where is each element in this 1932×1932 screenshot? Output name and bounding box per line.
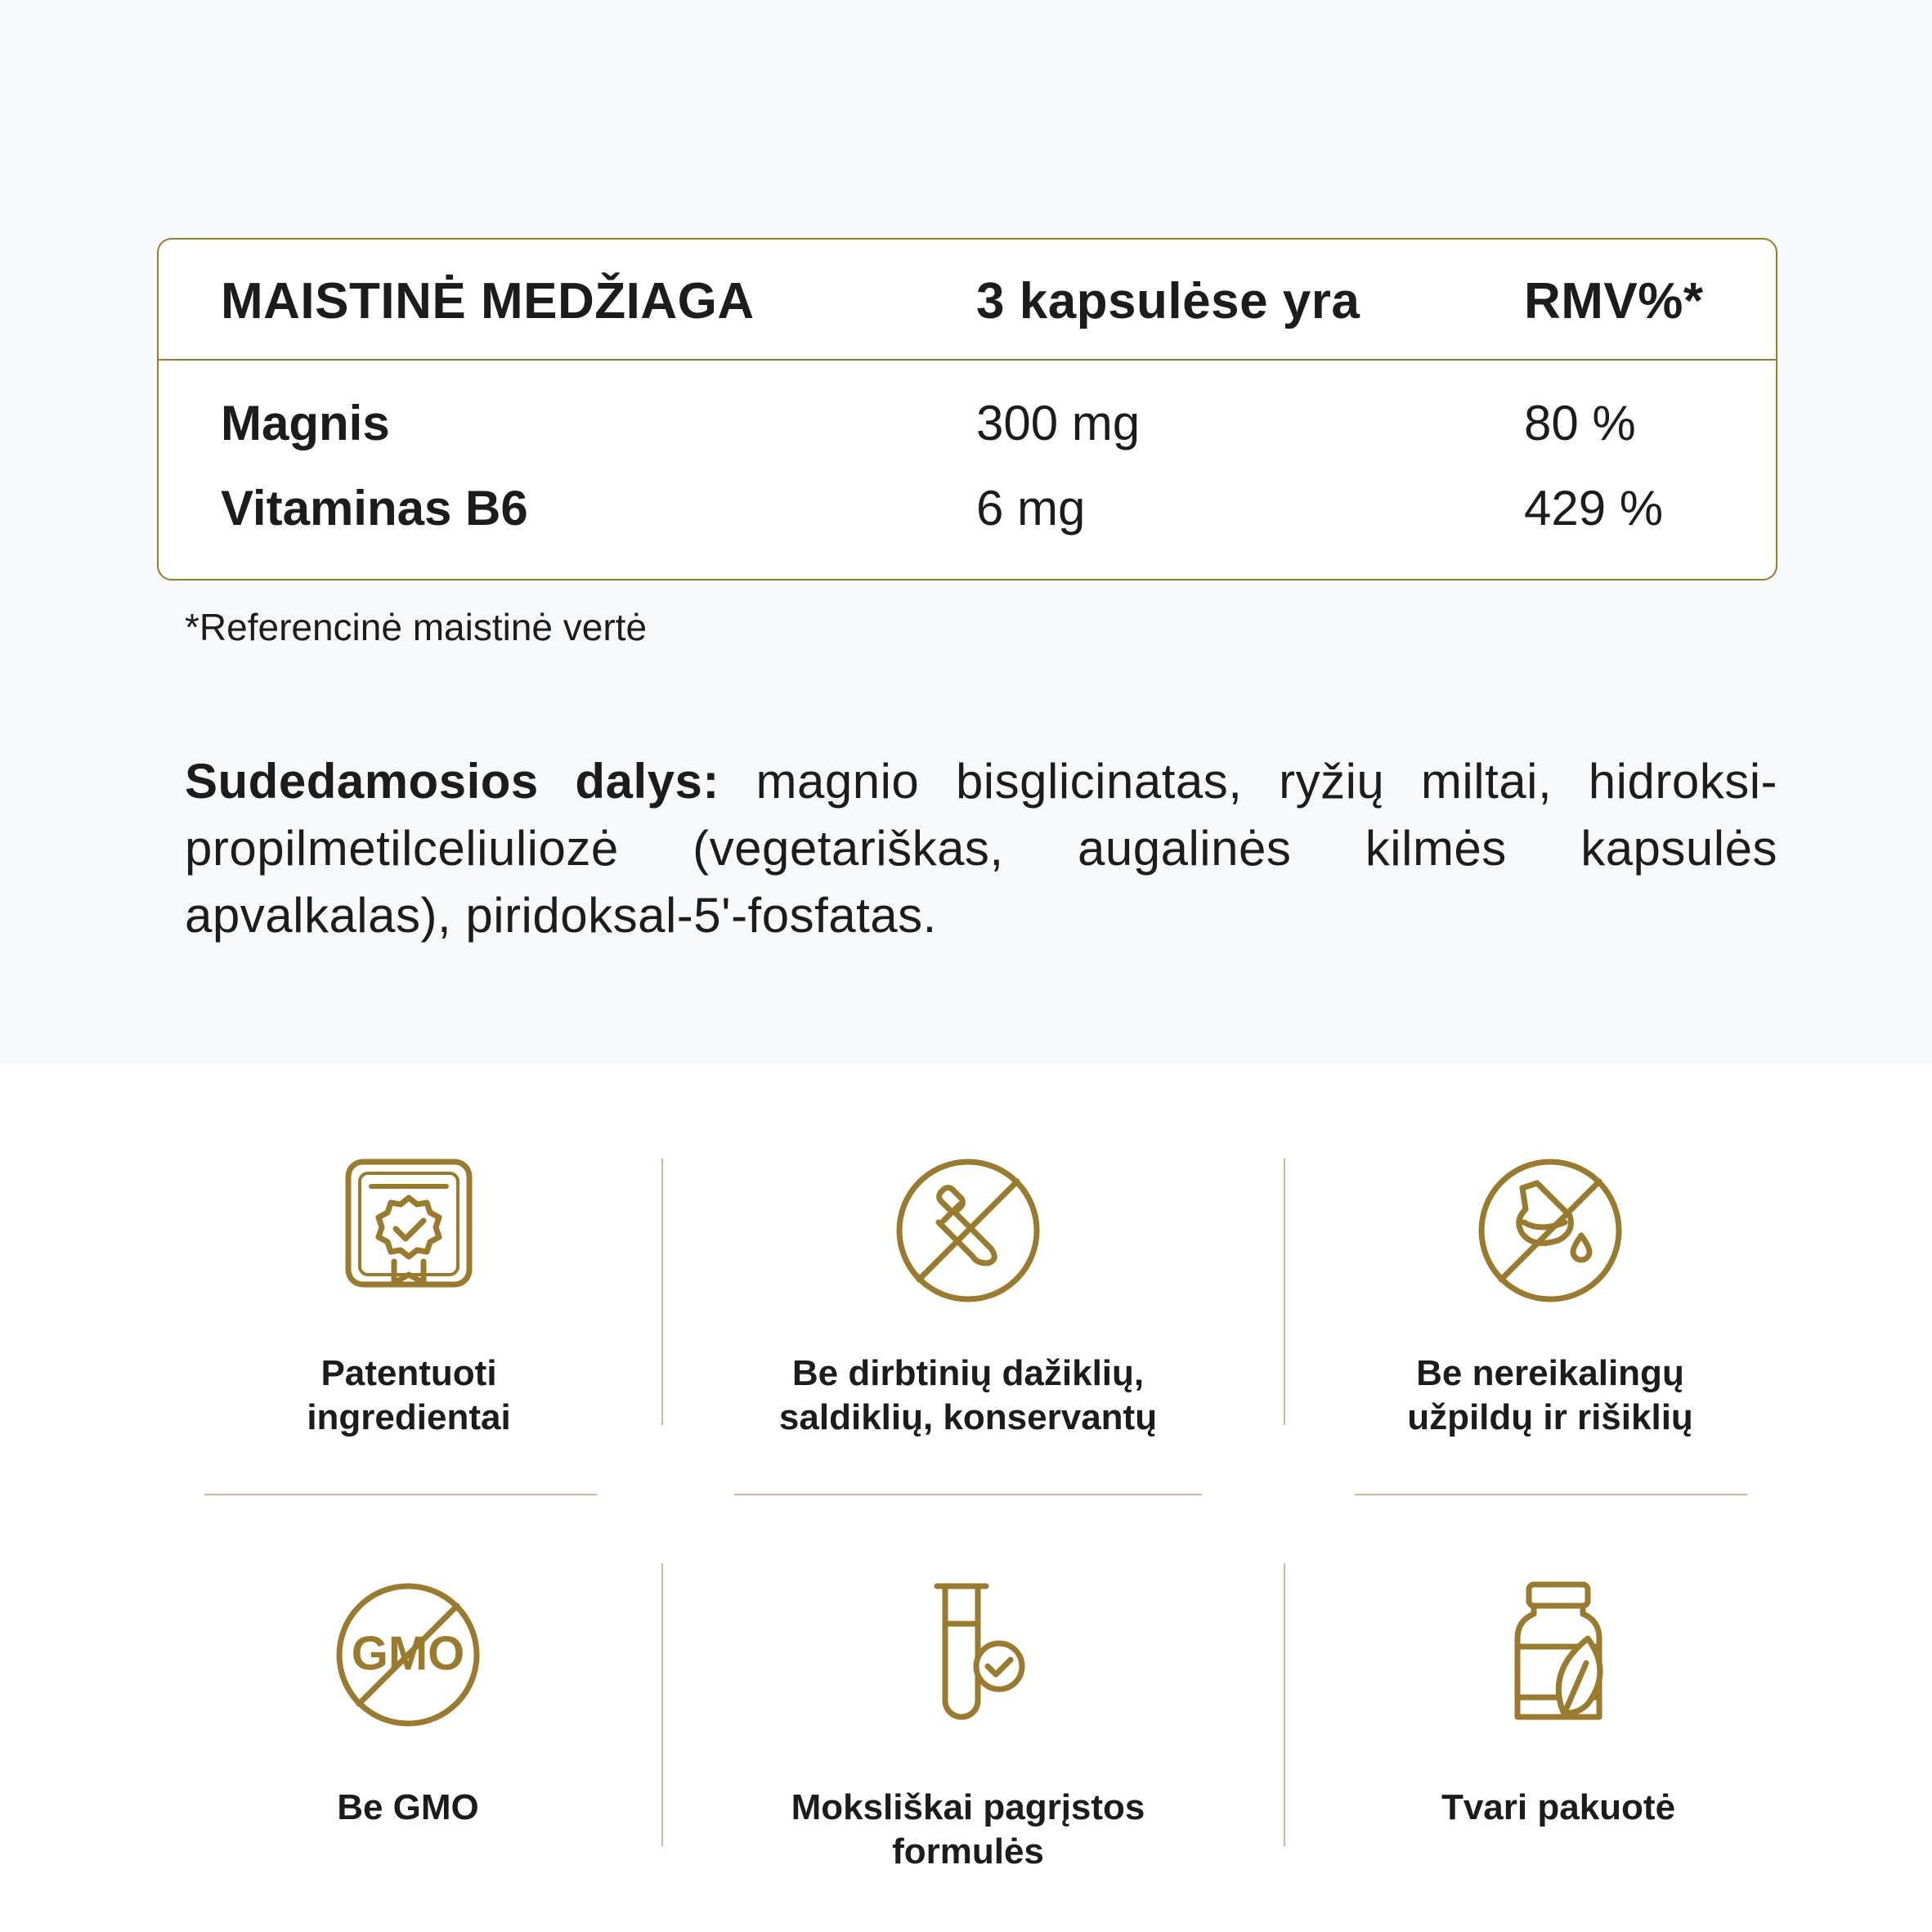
feature-label: Tvari pakuotė: [1441, 1787, 1676, 1827]
test-tube-check-icon: [894, 1581, 1042, 1728]
ingredients-label: Sudedamosios dalys:: [185, 754, 719, 809]
nutrition-table: [157, 238, 1777, 580]
header-rmv: RMV%*: [1524, 273, 1704, 329]
feature-no-artificial-additives: [715, 1157, 1222, 1440]
certificate-icon: [343, 1157, 474, 1304]
feature-no-fillers: [1297, 1157, 1804, 1440]
header-nutrient: MAISTINĖ MEDŽIAGA: [221, 273, 755, 329]
eco-jar-icon: [1485, 1581, 1632, 1728]
row-rmv: 80 %: [1524, 396, 1636, 451]
column-divider: [1284, 1563, 1285, 1846]
row-nutrient-name: Magnis: [221, 396, 390, 451]
header-amount: 3 kapsulėse yra: [976, 273, 1360, 329]
row-nutrient-name: Vitaminas B6: [221, 481, 528, 536]
no-dropper-icon: [894, 1157, 1042, 1304]
rmv-footnote: *Referencinė maistinė vertė: [185, 606, 648, 648]
row-divider: [1355, 1494, 1747, 1495]
no-fillers-icon: [1477, 1157, 1624, 1304]
column-divider: [661, 1563, 663, 1846]
row-amount: 300 mg: [976, 396, 1141, 451]
gmo-icon-text: GMO: [351, 1627, 465, 1680]
feature-label: užpildų ir rišiklių: [1407, 1397, 1693, 1437]
feature-label: Be nereikalingų: [1416, 1353, 1684, 1393]
feature-label: ingredientai: [307, 1397, 511, 1437]
feature-label: Moksliškai pagrįstos: [791, 1787, 1145, 1827]
feature-sustainable-packaging: [1305, 1581, 1812, 1830]
feature-label: formulės: [892, 1831, 1044, 1871]
feature-patented-ingredients: [155, 1157, 662, 1440]
feature-label: Be dirbtinių dažiklių,: [791, 1353, 1145, 1393]
column-divider: [1284, 1159, 1285, 1425]
feature-science-based: [715, 1581, 1222, 1874]
no-gmo-icon: [334, 1581, 482, 1728]
feature-label: Patentuoti: [321, 1353, 497, 1393]
ingredients-text: magnio bisglicinatas, ryžių miltai, hidroksi-propilmetilceliuliozė (vegetariškas, augalinės kilmės kapsulės apvalkalas), piridoksal-5ʹ-fosfatas.: [185, 754, 1777, 943]
feature-label: saldiklių, konservantų: [778, 1397, 1158, 1437]
row-divider: [204, 1494, 597, 1495]
table-header-divider: [159, 359, 1776, 361]
row-divider: [734, 1494, 1202, 1495]
row-amount: 6 mg: [976, 481, 1086, 536]
row-rmv: 429 %: [1524, 481, 1664, 536]
feature-label: Be GMO: [337, 1787, 479, 1827]
ingredients-paragraph: [185, 748, 1777, 949]
feature-no-gmo: [155, 1581, 661, 1830]
